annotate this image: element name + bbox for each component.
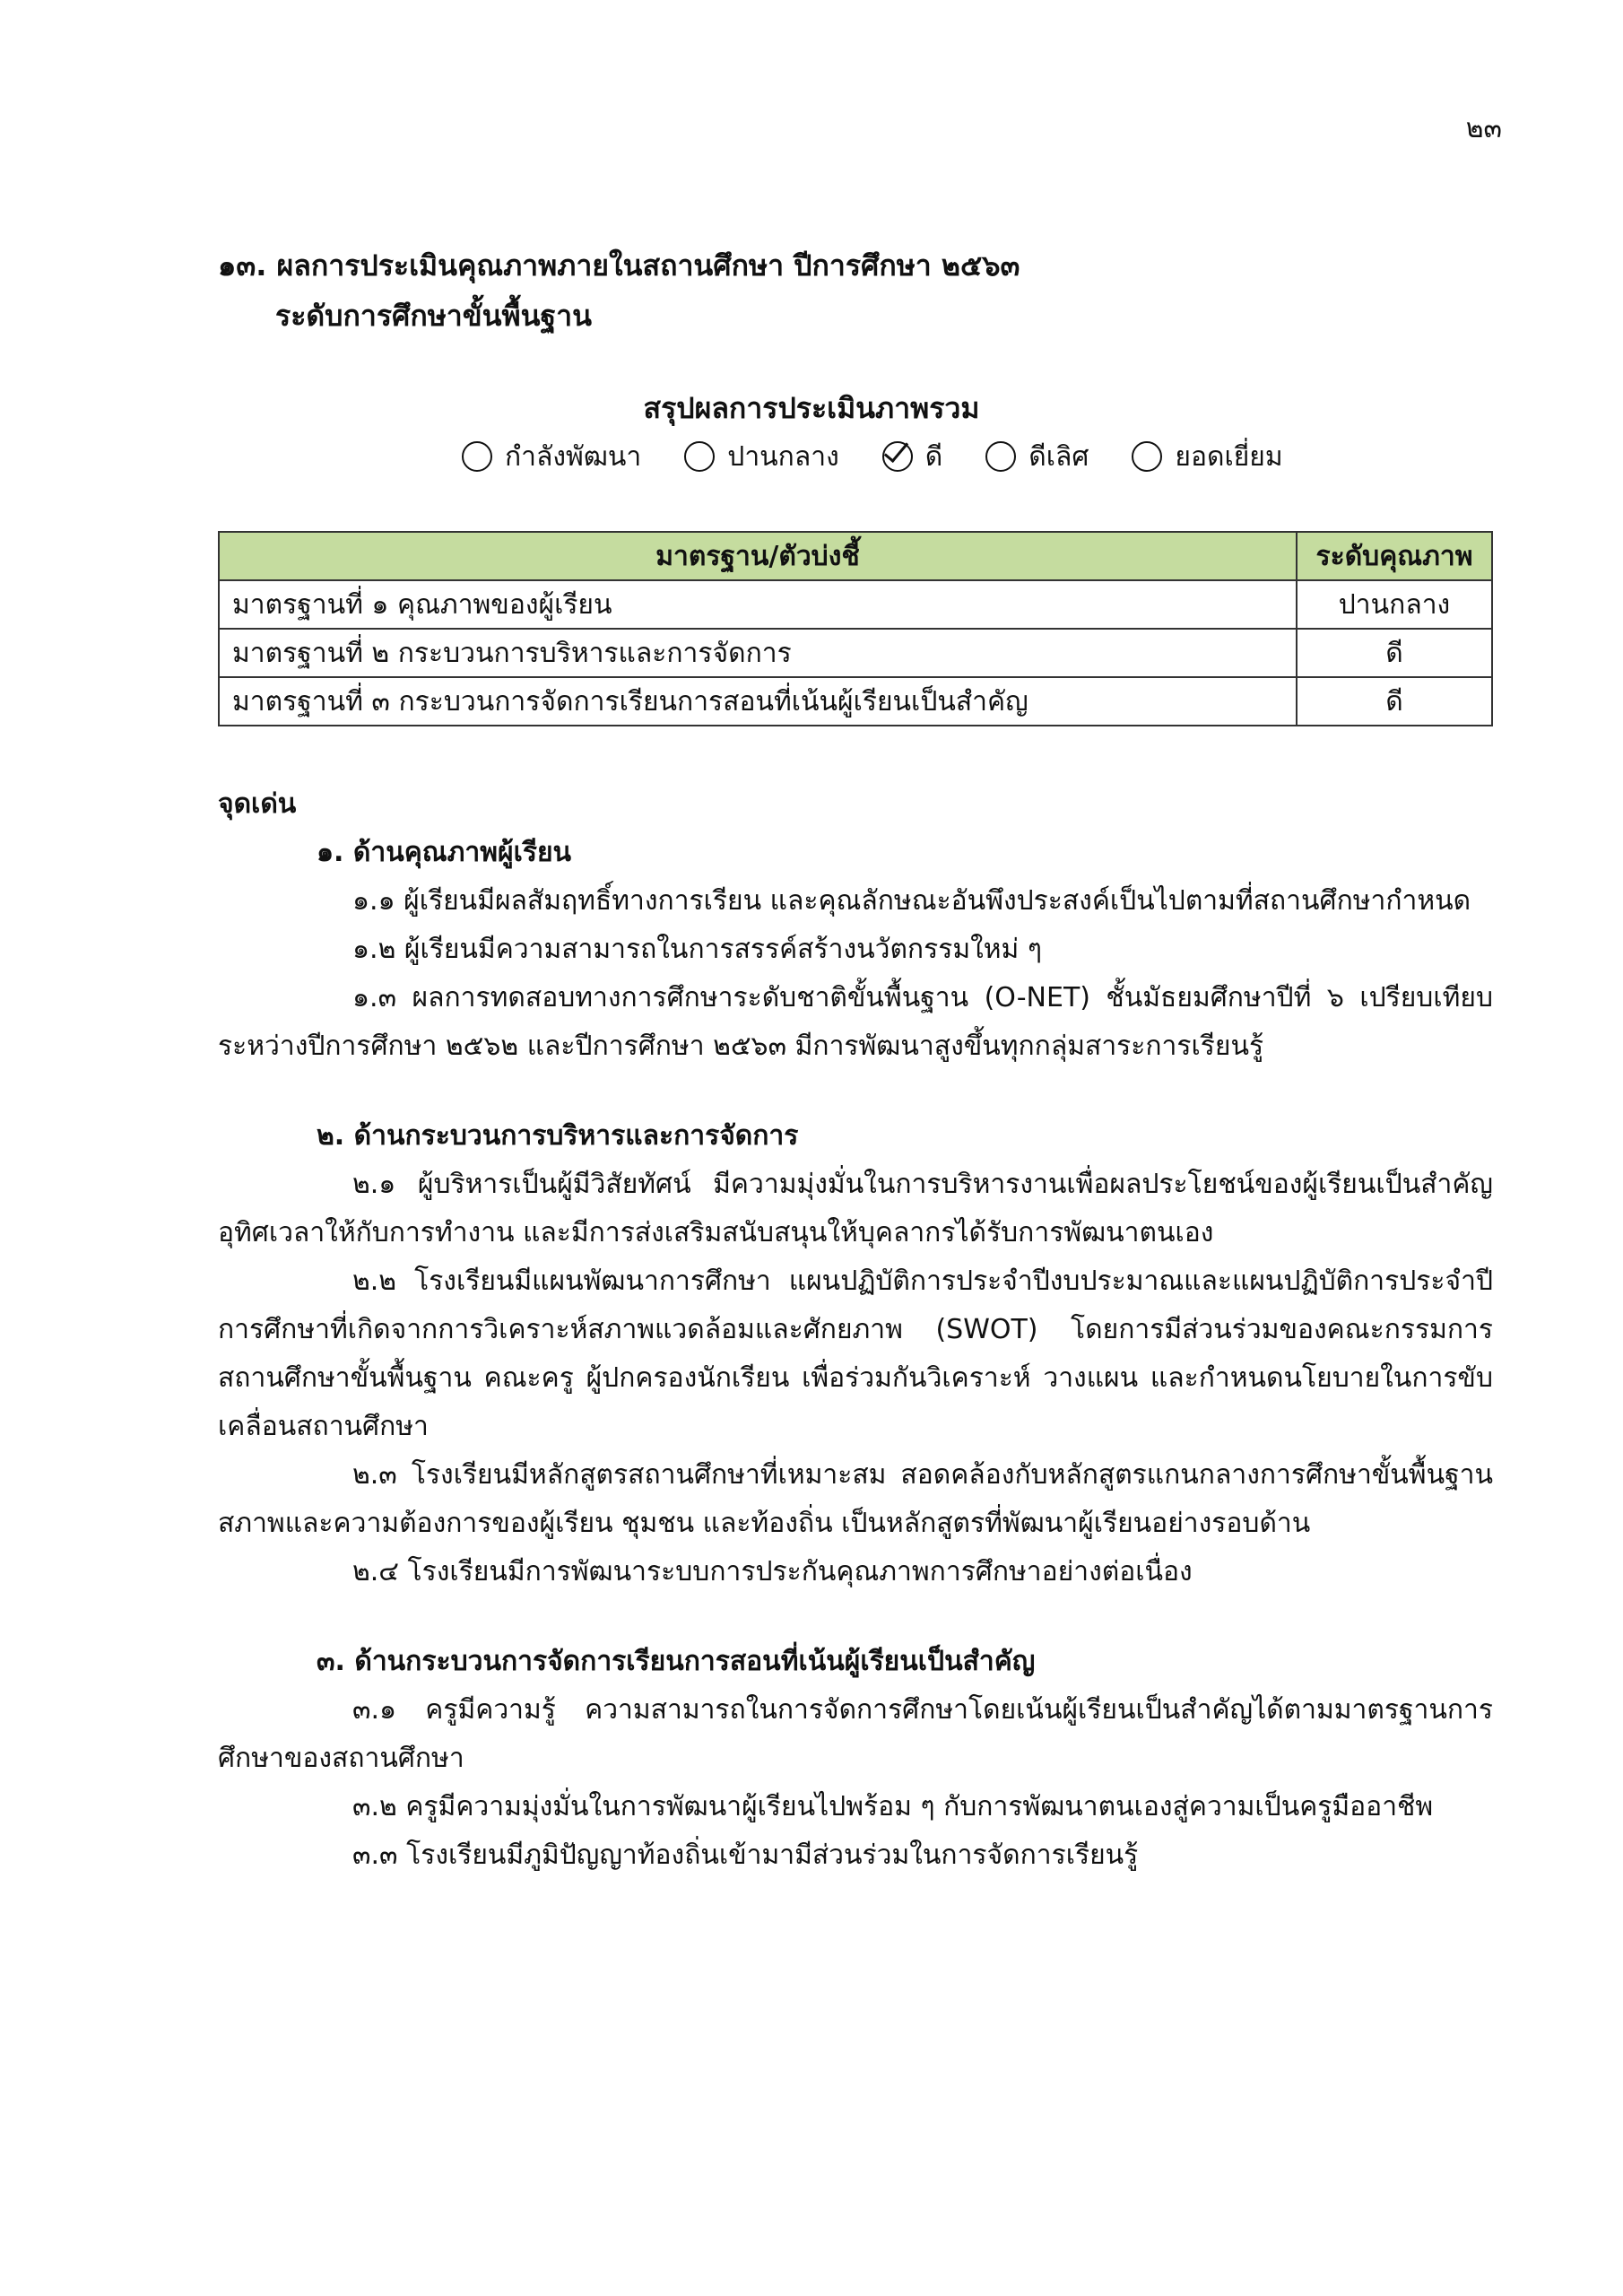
table-row [219, 629, 1492, 677]
radio-empty-icon [684, 441, 715, 472]
option-label: กำลังพัฒนา [505, 440, 642, 473]
section-3-title: ๓. ด้านกระบวนการจัดการเรียนการสอนที่เน้นผู้เรียนเป็นสำคัญ [317, 1646, 1036, 1677]
item-2-3: ๒.๓ โรงเรียนมีหลักสูตรสถานศึกษาที่เหมาะสม สอดคล้องกับหลักสูตรแกนกลางการศึกษาขั้นพื้นฐาน สภาพและความต้องการของผู้เรียน ชุมชน และท้องถิ่น เป็นหลักสูตรที่พัฒนาผู้เรียนอย่างรอบด้าน [218, 1459, 1493, 1539]
section-2-title: ๒. ด้านกระบวนการบริหารและการจัดการ [317, 1120, 799, 1152]
page-number: ๒๓ [1465, 113, 1502, 144]
level-cell: ปานกลาง [1297, 580, 1492, 629]
item-1-1: ๑.๑ ผู้เรียนมีผลสัมฤทธิ์ทางการเรียน และคุณลักษณะอันพึงประสงค์เป็นไปตามที่สถานศึกษากำหนด [352, 885, 1471, 917]
radio-empty-icon [985, 441, 1016, 472]
column-header-level: ระดับคุณภาพ [1297, 532, 1492, 580]
radio-checked-icon [882, 441, 913, 472]
option-label: ดีเลิศ [1028, 440, 1089, 473]
section-heading [218, 240, 1020, 341]
item-1-2: ๑.๒ ผู้เรียนมีความสามารถในการสรรค์สร้างนวัตกรรมใหม่ ๆ [352, 934, 1042, 965]
highlights-section [218, 780, 1493, 1880]
option-good [882, 436, 942, 478]
level-cell: ดี [1297, 629, 1492, 677]
item-3-2: ๓.๒ ครูมีความมุ่งมั่นในการพัฒนาผู้เรียนไปพร้อม ๆ กับการพัฒนาตนเองสู่ความเป็นครูมืออาชีพ [352, 1791, 1434, 1822]
standard-cell: มาตรฐานที่ ๑ คุณภาพของผู้เรียน [219, 580, 1297, 629]
option-label: ปานกลาง [727, 440, 839, 473]
item-1-3: ๑.๓ ผลการทดสอบทางการศึกษาระดับชาติขั้นพื้นฐาน (O-NET) ชั้นมัธยมศึกษาปีที่ ๖ เปรียบเทียบระหว่างปีการศึกษา ๒๕๖๒ และปีการศึกษา ๒๕๖๓ มีการพัฒนาสูงขึ้นทุกกลุ่มสาระการเรียนรู้ [218, 982, 1493, 1062]
option-developing [462, 436, 641, 478]
option-label: ยอดเยี่ยม [1175, 440, 1283, 473]
section-1-title: ๑. ด้านคุณภาพผู้เรียน [317, 837, 572, 868]
standards-table [218, 531, 1493, 726]
radio-empty-icon [1132, 441, 1162, 472]
standard-cell: มาตรฐานที่ ๒ กระบวนการบริหารและการจัดการ [219, 629, 1297, 677]
highlights-label: จุดเด่น [218, 788, 297, 820]
level-cell: ดี [1297, 677, 1492, 726]
item-3-1: ๓.๑ ครูมีความรู้ ความสามารถในการจัดการศึกษาโดยเน้นผู้เรียนเป็นสำคัญได้ตามมาตรฐานการศึกษาของสถานศึกษา [218, 1694, 1493, 1774]
radio-empty-icon [462, 441, 492, 472]
column-header-standard: มาตรฐาน/ตัวบ่งชี้ [219, 532, 1297, 580]
heading-line-1: ๑๓. ผลการประเมินคุณภาพภายในสถานศึกษา ปีการศึกษา ๒๕๖๓ [218, 248, 1020, 283]
item-2-1: ๒.๑ ผู้บริหารเป็นผู้มีวิสัยทัศน์ มีความมุ่งมั่นในการบริหารงานเพื่อผลประโยชน์ของผู้เรียนเป็นสำคัญ อุทิศเวลาให้กับการทำงาน และมีการส่งเสริมสนับสนุนให้บุคลากรได้รับการพัฒนาตนเอง [218, 1169, 1493, 1248]
item-3-3: ๓.๓ โรงเรียนมีภูมิปัญญาท้องถิ่นเข้ามามีส่วนร่วมในการจัดการเรียนรู้ [352, 1839, 1139, 1871]
table-header-row [219, 532, 1492, 580]
table-row [219, 580, 1492, 629]
option-excellent [1132, 436, 1282, 478]
summary-title: สรุปผลการประเมินภาพรวม [643, 391, 980, 425]
option-very-good [985, 436, 1089, 478]
option-moderate [684, 436, 838, 478]
option-label: ดี [924, 440, 943, 473]
item-2-4: ๒.๔ โรงเรียนมีการพัฒนาระบบการประกันคุณภาพการศึกษาอย่างต่อเนื่อง [352, 1556, 1193, 1587]
item-2-2: ๒.๒ โรงเรียนมีแผนพัฒนาการศึกษา แผนปฏิบัติการประจำปีงบประมาณและแผนปฏิบัติการประจำปีการศึกษาที่เกิดจากการวิเคราะห์สภาพแวดล้อมและศักยภาพ (SWOT) โดยการมีส่วนร่วมของคณะกรรมการสถานศึกษาขั้นพื้นฐาน คณะครู ผู้ปกครองนักเรียน เพื่อร่วมกันวิเคราะห์ วางแผน และกำหนดนโยบายในการขับเคลื่อนสถานศึกษา [218, 1265, 1493, 1442]
overall-rating-options [462, 436, 1283, 477]
standard-cell: มาตรฐานที่ ๓ กระบวนการจัดการเรียนการสอนที่เน้นผู้เรียนเป็นสำคัญ [219, 677, 1297, 726]
heading-line-2: ระดับการศึกษาขั้นพื้นฐาน [275, 299, 592, 333]
table-row [219, 677, 1492, 726]
